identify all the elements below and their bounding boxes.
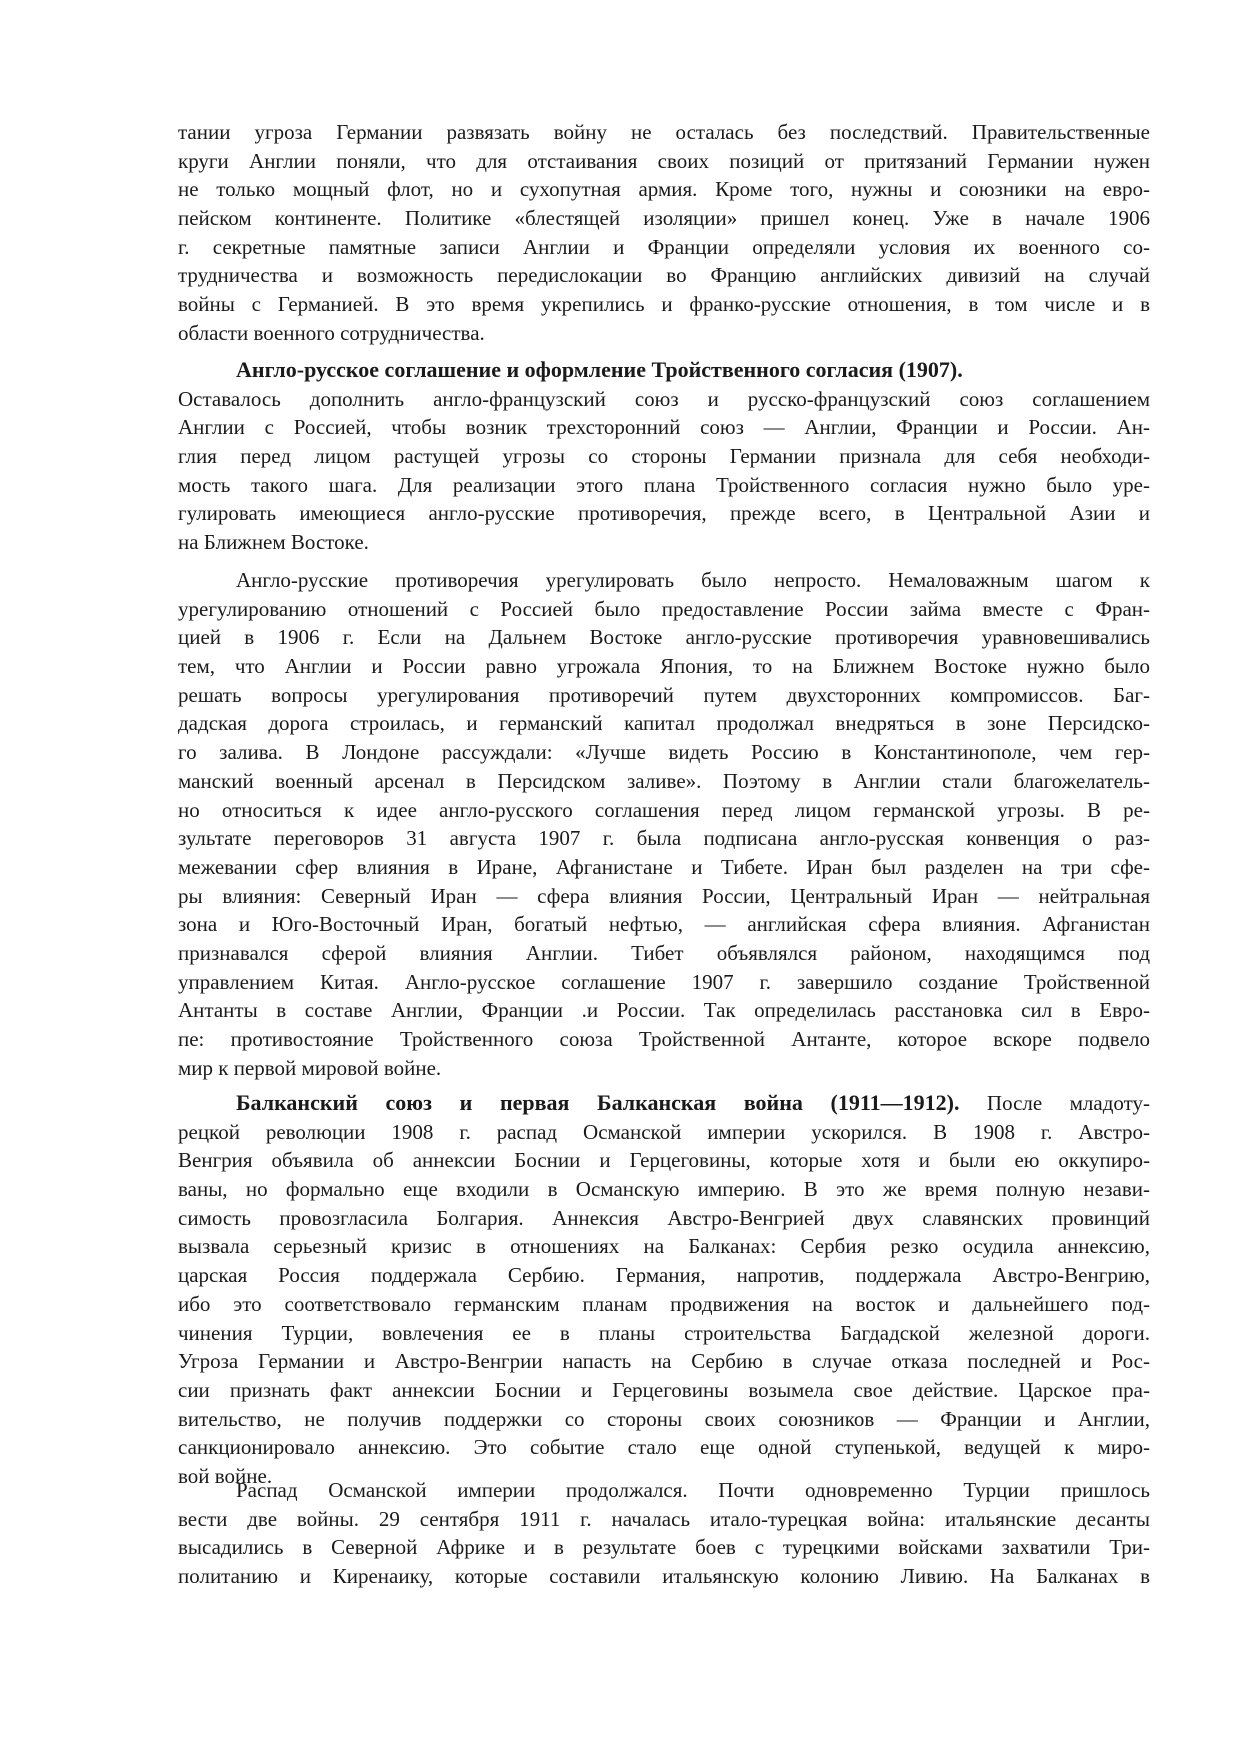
text-line: пе: противостояние Тройственного союза Тройственной Антанте, которое вскоре подвело (178, 1027, 1150, 1051)
text-line: Венгрия объявила об аннексии Боснии и Герцеговины, которые хотя и были ею оккупиро- (178, 1148, 1150, 1173)
text-line: ибо это соответствовало германским планам продвижения на восток и дальнейшего под- (178, 1291, 1150, 1316)
text-line: манский военный арсенал в Персидском заливе». Поэтому в Англии стали благожелатель- (178, 768, 1150, 793)
text-line: войны с Германией. В это время укрепились и франко-русские отношения, в том числе и в (178, 292, 1150, 317)
text-line: тем, что Англии и России равно угрожала Япония, то на Ближнем Востоке нужно было (178, 654, 1150, 679)
section-heading-line (178, 1089, 1150, 1118)
text-line: го залива. В Лондоне рассуждали: «Лучше видеть Россию в Константинополе, чем гер- (178, 740, 1150, 765)
section-heading: Англо-русское соглашение и оформление Тройственного согласия (1907). (236, 357, 963, 382)
text-line: вительство, не получив поддержки со стороны своих союзников — Франции и Англии, (178, 1406, 1150, 1431)
text-line: рецкой революции 1908 г. распад Османской империи ускорился. В 1908 г. Австро- (178, 1119, 1150, 1144)
text-line: царская Россия поддержала Сербию. Германия, напротив, поддержала Австро-Венгрию, (178, 1263, 1150, 1288)
text-line: вести две войны. 29 сентября 1911 г. началась итало-турецкая война: итальянские десанты (178, 1506, 1150, 1531)
text-line: санкционировало аннексию. Это событие стало еще одной ступенькой, ведущей к миро- (178, 1435, 1150, 1460)
text-line: гулировать имеющиеся англо-русские противоречия, прежде всего, в Центральной Азии и (178, 501, 1150, 526)
text-line: зона и Юго-Восточный Иран, богатый нефтью, — английская сфера влияния. Афганистан (178, 912, 1150, 937)
text-line: мир к первой мировой войне. (178, 1055, 442, 1080)
text-line: Оставалось дополнить англо-французский союз и русско-французский союз соглашением (178, 386, 1150, 411)
text-line: пейском континенте. Политике «блестящей изоляции» пришел конец. Уже в начале 1906 (178, 206, 1150, 231)
text-line: чинения Турции, вовлечения ее в планы строительства Багдадской железной дороги. (178, 1320, 1150, 1345)
text-line: мость такого шага. Для реализации этого плана Тройственного согласия нужно было уре- (178, 472, 1150, 497)
text-line: Англии с Россией, чтобы возник трехсторонний союз — Англии, Франции и России. Ан- (178, 415, 1150, 440)
text-line: высадились в Северной Африке и в результате боев с турецкими войсками захватили Три- (178, 1535, 1150, 1560)
text-line: Угроза Германии и Австро-Венгрии напасть на Сербию в случае отказа последней и Рос- (178, 1349, 1150, 1374)
text-line: сии признать факт аннексии Боснии и Герцеговины возымела свое действие. Царское пра- (178, 1377, 1150, 1402)
section-balkan-union (178, 1089, 1150, 1491)
text-line: ры влияния: Северный Иран — сфера влияния России, Центральный Иран — нейтральная (178, 883, 1150, 908)
text-line: круги Англии поняли, что для отстаивания своих позиций от притязаний Германии нужен (178, 148, 1150, 173)
text-line: глия перед лицом растущей угрозы со стороны Германии признала для себя необходи- (178, 444, 1150, 469)
paragraph-intro (178, 118, 1150, 348)
text-line: вызвала серьезный кризис в отношениях на Балканах: Сербия резко осудила аннексию, (178, 1234, 1150, 1259)
text-line: Антанты в составе Англии, Франции .и России. Так определилась расстановка сил в Евро- (178, 998, 1150, 1023)
text-line: урегулированию отношений с Россией было предоставление России займа вместе с Фран- (178, 596, 1150, 621)
text-line: тании угроза Германии развязать войну не осталась без последствий. Правительственные (178, 120, 1150, 144)
text-line: дадская дорога строилась, и германский капитал продолжал внедряться в зоне Персидско- (178, 711, 1150, 736)
text-line: Распад Османской империи продолжался. Почти одновременно Турции пришлось (236, 1478, 1150, 1502)
text-line: ваны, но формально еще входили в Османскую империю. В это же время полную незави- (178, 1177, 1150, 1202)
text-line: не только мощный флот, но и сухопутная армия. Кроме того, нужны и союзники на евро- (178, 177, 1150, 202)
text-line: управлением Китая. Англо-русское соглашение 1907 г. завершило создание Тройственной (178, 969, 1150, 994)
section-heading-line (178, 356, 1150, 385)
text-line: г. секретные памятные записи Англии и Франции определяли условия их военного со- (178, 234, 1150, 259)
text-line: признавался сферой влияния Англии. Тибет объявлялся районом, находящимся под (178, 940, 1150, 965)
section-anglo-russian-agreement (178, 356, 1150, 557)
paragraph-anglo-russian-contradictions (178, 566, 1150, 1082)
text-line: цией в 1906 г. Если на Дальнем Востоке англо-русские противоречия уравновешивались (178, 625, 1150, 650)
text-line: межевании сфер влияния в Иране, Афганистане и Тибете. Иран был разделен на три сфе- (178, 854, 1150, 879)
text-line: политанию и Киренаику, которые составили итальянскую колонию Ливию. На Балканах в (178, 1564, 1150, 1589)
text-line: зультате переговоров 31 августа 1907 г. была подписана англо-русская конвенция о раз- (178, 826, 1150, 851)
text-line: области военного сотрудничества. (178, 320, 485, 345)
text-line: трудничества и возможность передислокации во Францию английских дивизий на случай (178, 263, 1150, 288)
paragraph-ottoman-decline (178, 1476, 1150, 1591)
text-line: симость провозгласила Болгария. Аннексия Австро-Венгрией двух славянских провинций (178, 1205, 1150, 1230)
section-heading: Балканский союз и первая Балканская война (1911—1912). (236, 1090, 960, 1115)
text-line: на Ближнем Востоке. (178, 530, 369, 555)
text-line: Англо-русские противоречия урегулировать было непросто. Немаловажным шагом к (236, 568, 1150, 592)
heading-line-text: После младоту- (959, 1091, 1151, 1115)
text-line: решать вопросы урегулирования противоречий путем двухсторонних компромиссов. Баг- (178, 682, 1150, 707)
text-line: но относиться к идее англо-русского соглашения перед лицом германской угрозы. В ре- (178, 797, 1150, 822)
text-line: вой войне. (178, 1463, 273, 1488)
